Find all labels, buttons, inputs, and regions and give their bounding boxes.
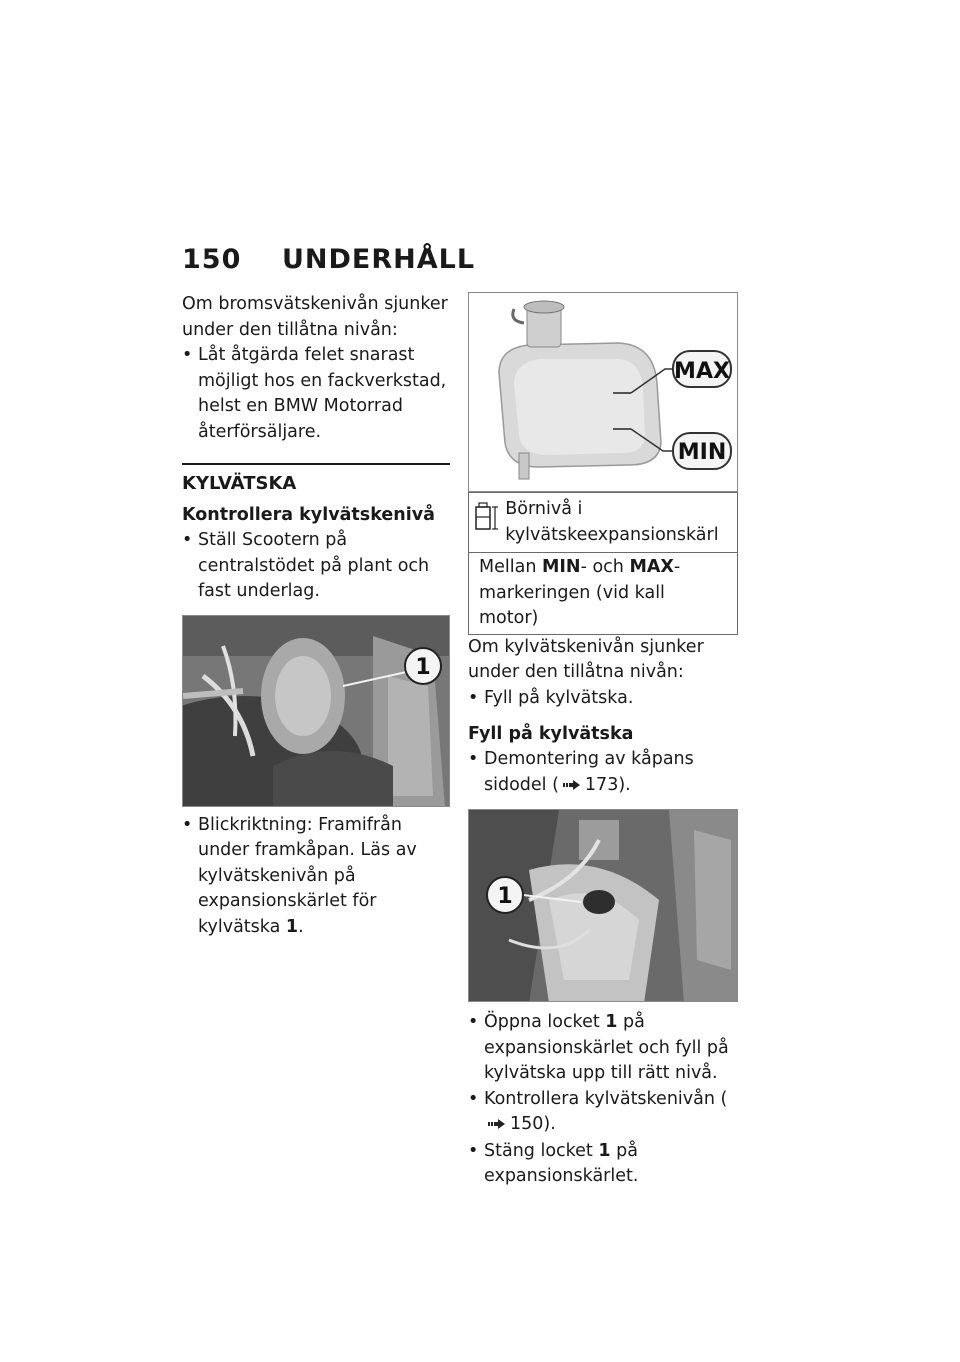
subsection-check-coolant: Kontrollera kylvätskenivå <box>182 505 435 525</box>
check-steps <box>182 528 450 605</box>
brake-fluid-intro: Om bromsvätskenivån sjunker under den tillåtna nivån: <box>182 294 448 340</box>
min-label: MIN <box>677 440 727 465</box>
section-divider <box>182 463 450 465</box>
coolant-spec-table <box>468 492 738 635</box>
max-label: MAX <box>674 359 730 384</box>
spec-row-label <box>469 493 737 553</box>
page-reference-link[interactable]: 173 <box>584 774 619 795</box>
right-column <box>468 292 738 1190</box>
callout-1: 1 <box>497 884 513 909</box>
view-steps <box>182 813 450 941</box>
spec-row-value: Mellan MIN- och MAX-markeringen (vid kall motor) <box>479 557 681 628</box>
callout-ref: 1 <box>605 1012 618 1032</box>
fill-steps-2 <box>468 1010 738 1190</box>
page-header <box>182 244 476 284</box>
min-marking: MIN <box>541 557 581 577</box>
coolant-check-photo <box>182 615 450 807</box>
low-coolant-steps <box>468 686 738 712</box>
spec-label: Börnivå i kylvätskeexpansionskärl <box>505 499 719 545</box>
callout-ref: 1 <box>598 1140 611 1161</box>
page-reference-arrow-icon <box>563 774 581 800</box>
coolant-level-icon <box>469 493 505 552</box>
page-reference-link[interactable]: 150 <box>510 1114 544 1134</box>
low-coolant-text: Om kylvätskenivån sjunker under den tillåtna nivån: <box>468 636 704 682</box>
list-item: • Kontrollera kylvätskenivån (150). <box>468 1087 738 1139</box>
max-marking: MAX <box>629 557 674 577</box>
chapter-title: UNDERHÅLL <box>282 244 476 275</box>
list-item: • Fyll på kylvätska. <box>468 686 738 712</box>
fill-steps-1 <box>468 747 738 799</box>
section-title-coolant: KYLVÄTSKA <box>182 473 297 494</box>
page-number: 150 <box>182 244 242 275</box>
page-reference-arrow-icon <box>488 1113 506 1139</box>
list-item: • Öppna locket 1 på expansionskärlet och fyll på kylvätska upp till rätt nivå. <box>468 1010 738 1087</box>
list-item: • Demontering av kåpans sidodel ( 173). <box>468 747 738 799</box>
list-item: • Blickriktning: Framifrån under framkåpan. Läs av kylvätskenivån på expansionskärlet för kylvätska 1. <box>182 813 450 941</box>
expansion-tank-photo <box>468 292 738 492</box>
callout-1: 1 <box>415 654 431 680</box>
reservoir-cap-photo <box>468 809 738 1002</box>
list-item: • Ställ Scootern på centralstödet på plant och fast underlag. <box>182 528 450 605</box>
callout-ref: 1 <box>285 916 299 937</box>
left-column <box>182 292 450 940</box>
brake-fluid-bullets <box>182 343 450 445</box>
list-item: • Stäng locket 1 på expansionskärlet. <box>468 1139 738 1190</box>
list-item: • Låt åtgärda felet snarast möjligt hos en fackverkstad, helst en BMW Motorrad återförsäljare. <box>182 343 450 445</box>
subsection-fill-coolant: Fyll på kylvätska <box>468 724 634 744</box>
